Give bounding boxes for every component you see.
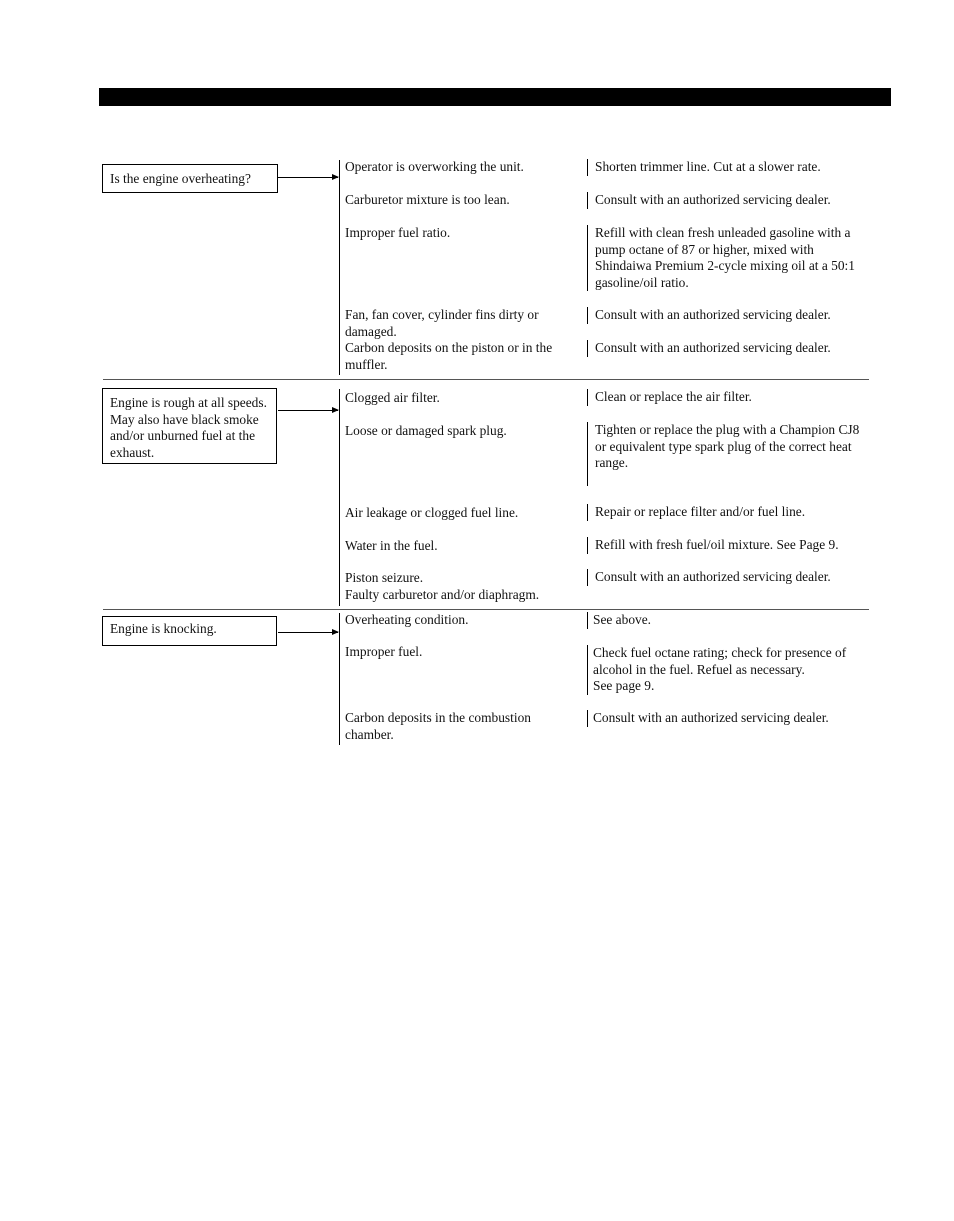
arrow-icon [278, 177, 338, 178]
remedy-text: Refill with fresh fuel/oil mixture. See Page 9. [587, 537, 869, 554]
cause-text: Clogged air filter. [345, 390, 440, 405]
remedy-text: Shorten trimmer line. Cut at a slower rate. [587, 159, 869, 176]
cause-text: Improper fuel. [345, 644, 423, 659]
question-box: Engine is rough at all speeds. May also have black smoke and/or unburned fuel at the exhaust. [102, 388, 277, 464]
remedy-text: Consult with an authorized servicing dealer. [587, 569, 869, 586]
cause-bracket [339, 389, 340, 606]
header-bar [99, 88, 891, 106]
remedy-text [587, 645, 869, 695]
remedy-text: Consult with an authorized servicing dealer. [587, 710, 869, 727]
arrow-icon [278, 410, 338, 411]
remedy-text: Repair or replace filter and/or fuel line. [587, 504, 869, 521]
cause-text: Water in the fuel. [345, 538, 438, 553]
cause-text: Faulty carburetor and/or diaphragm. [345, 587, 540, 602]
cause-text: Fan, fan cover, cylinder fins dirty or damaged. [345, 307, 539, 339]
remedy-text: Consult with an authorized servicing dealer. [587, 340, 869, 357]
remedy-text: Consult with an authorized servicing dealer. [587, 307, 869, 324]
remedy-line: Check fuel octane rating; check for presence of alcohol in the fuel. Refuel as necessary. [593, 645, 847, 677]
question-box: Engine is knocking. [102, 616, 277, 646]
cause-text: Piston seizure. [345, 570, 424, 585]
remedy-text: Clean or replace the air filter. [587, 389, 869, 406]
cause-text: Improper fuel ratio. [345, 225, 451, 240]
remedy-text: See above. [587, 612, 869, 629]
cause-bracket [339, 160, 340, 375]
cause-text: Loose or damaged spark plug. [345, 423, 507, 438]
cause-text: Carburetor mixture is too lean. [345, 192, 510, 207]
arrow-icon [278, 632, 338, 633]
remedy-text: Refill with clean fresh unleaded gasoline with a pump octane of 87 or higher, mixed with Shindaiwa Premium 2-cycle mixing oil at a 50:1 gasoline/oil ratio. [587, 225, 867, 291]
remedy-text: Consult with an authorized servicing dealer. [587, 192, 869, 209]
cause-text: Overheating condition. [345, 612, 469, 627]
cause-text: Air leakage or clogged fuel line. [345, 505, 519, 520]
section-divider [103, 609, 869, 610]
cause-bracket [339, 613, 340, 745]
question-box: Is the engine overheating? [102, 164, 278, 193]
cause-text: Operator is overworking the unit. [345, 159, 524, 174]
remedy-text: Tighten or replace the plug with a Champion CJ8 or equivalent type spark plug of the correct heat range. [587, 422, 867, 486]
remedy-line: See page 9. [593, 678, 655, 693]
cause-text: Carbon deposits on the piston or in the muffler. [345, 340, 553, 372]
section-divider [103, 379, 869, 380]
cause-text: Carbon deposits in the combustion chamber. [345, 710, 531, 742]
